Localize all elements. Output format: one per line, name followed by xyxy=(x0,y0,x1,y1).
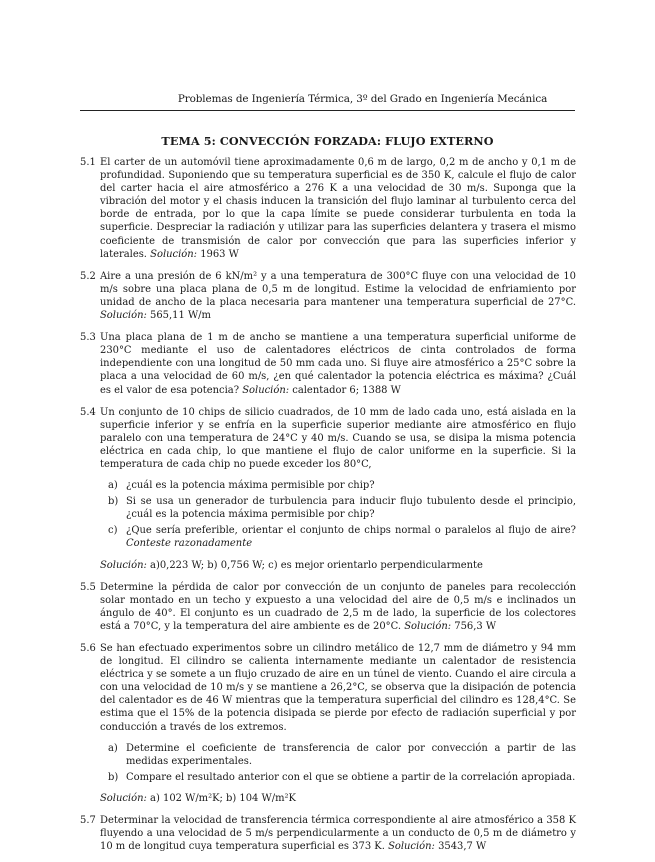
problem-5-7 xyxy=(80,814,576,853)
sub-question xyxy=(108,479,576,492)
sub-question-note: Conteste razonadamente xyxy=(126,538,253,550)
problem-body xyxy=(100,156,576,261)
solution-label: Solución: xyxy=(100,310,147,322)
solution-label: Solución: xyxy=(100,792,147,804)
problem-5-6 xyxy=(80,642,576,805)
sub-question-label: c) xyxy=(108,525,118,537)
problem-5-4 xyxy=(80,406,576,572)
solution-label: Solución: xyxy=(100,559,147,571)
problem-5-3 xyxy=(80,331,576,396)
problem-5-2 xyxy=(80,270,576,322)
page-title: TEMA 5: CONVECCIÓN FORZADA: FLUJO EXTERNO xyxy=(161,134,494,148)
problem-text: Determine la pérdida de calor por convección de un conjunto de paneles para recolección solar montado en un techo y expuesto a una velocidad del aire de 0,5 m/s e inclinados un ángulo de 40°. El conjunto es un cuadrado de 2,5 m de lado, la superficie de los colectores está a 70°C, y la temperatura del aire ambiente es de 20°C. xyxy=(100,581,576,632)
problem-body xyxy=(100,642,576,805)
problem-number: 5.5 xyxy=(80,581,96,593)
sub-question-label: b) xyxy=(108,496,119,508)
sub-question-list xyxy=(100,742,576,784)
solution-value: a) 102 W/m²K; b) 104 W/m²K xyxy=(150,792,296,804)
problem-number: 5.3 xyxy=(80,332,96,344)
solution-value: a)0,223 W; b) 0,756 W; c) es mejor orientarlo perpendicularmente xyxy=(150,559,483,571)
sub-question-text: ¿cuál es la potencia máxima permisible por chip? xyxy=(126,480,375,492)
solution-value: calentador 6; 1388 W xyxy=(292,384,401,396)
sub-question xyxy=(108,742,576,768)
problem-text: Aire a una presión de 6 kN/m² y a una temperatura de 300°C fluye con una velocidad de 10 m/s sobre una placa plana de 0,5 m de longitud. Estime la velocidad de enfriamiento por unidad de ancho de la placa necesaria para mantener una temperatura superficial de 27°C. xyxy=(100,270,576,308)
problem-body xyxy=(100,331,576,396)
header-rule xyxy=(80,110,575,111)
sub-question-label: a) xyxy=(108,742,118,754)
sub-question-label: b) xyxy=(108,771,119,783)
problem-5-5 xyxy=(80,581,576,633)
sub-question xyxy=(108,771,576,784)
problem-number: 5.4 xyxy=(80,406,96,418)
problem-number: 5.1 xyxy=(80,157,96,168)
sub-question xyxy=(108,495,576,521)
problem-body xyxy=(100,581,576,633)
sub-question-text: Si se usa un generador de turbulencia para inducir flujo tubulento desde el principio, ¿cuál es la potencia máxima permisible por chip? xyxy=(126,496,576,521)
solution-label: Solución: xyxy=(242,384,290,396)
problem-number: 5.6 xyxy=(80,643,96,654)
solution-value: 756,3 W xyxy=(454,620,497,632)
problem-body xyxy=(100,406,576,572)
problem-text: Un conjunto de 10 chips de silicio cuadrados, de 10 mm de lado cada uno, está aislada en la superficie inferior y se enfría en la superficie superior mediante aire atmosférico en flujo paralelo con una temperatura de 24°C y 40 m/s. Cuando se usa, se disipa la misma potencia eléctrica en cada chip, lo que mantiene el flujo de calor uniforme en la superficie. Si la temperatura de cada chip no puede exceder los 80°C, xyxy=(100,406,576,470)
solution-line xyxy=(100,559,576,572)
problem-text: El carter de un automóvil tiene aproximadamente 0,6 m de largo, 0,2 m de ancho y 0,1 m de profundidad. Suponiendo que su temperatura superficial es de 350 K, calcule el flujo de calor del carter hacia el aire atmosférico a 276 K a una velocidad de 30 m/s. Suponga que la vibración del motor y el chasis inducen la transición del flujo laminar al turbulento cerca del borde de entrada, por lo que la capa límite se puede considerar turbulenta en toda la superficie. Despreciar la radiación y utilizar para las superficies delantera y trasera el mismo coeficiente de transmisión de calor por convección que para las superficies inferior y laterales. xyxy=(100,157,576,260)
sub-question-text: Determine el coeficiente de transferencia de calor por convección a partir de las medidas experimentales. xyxy=(126,742,576,767)
problem-body xyxy=(100,814,576,853)
problem-text: Una placa plana de 1 m de ancho se mantiene a una temperatura superficial uniforme de 230°C mediante el uso de calentadores eléctricos de cinta controlados de forma independiente con una longitud de 50 mm cada uno. Si fluye aire atmosférico a 25°C sobre la placa a una velocidad de 60 m/s, ¿en qué calentador la potencia eléctrica es máxima? ¿Cuál es el valor de esa potencia? xyxy=(100,332,576,396)
sub-question-label: a) xyxy=(108,480,118,492)
sub-question xyxy=(108,524,576,550)
solution-value: 1963 W xyxy=(200,248,239,260)
solution-label: Solución: xyxy=(150,248,198,260)
solution-value: 3543,7 W xyxy=(438,841,487,853)
sub-question-text: ¿Que sería preferible, orientar el conjunto de chips normal o paralelos al flujo de aire? Conteste razonadamente xyxy=(126,525,576,550)
problem-list xyxy=(80,156,576,862)
page-header: Problemas de Ingeniería Térmica, 3º del Grado en Ingeniería Mecánica xyxy=(177,93,548,105)
sub-question-text: Compare el resultado anterior con el que se obtiene a partir de la correlación apropiada. xyxy=(126,771,576,783)
solution-line xyxy=(100,792,576,805)
problem-text: Determinar la velocidad de transferencia térmica correspondiente al aire atmosférico a 358 K fluyendo a una velocidad de 5 m/s perpendicularmente a un conducto de 0,5 m de diámetro y 10 m de longitud cuya temperatura superficial es 373 K. xyxy=(100,815,576,853)
problem-body xyxy=(100,270,576,322)
sub-question-list xyxy=(100,479,576,550)
solution-label: Solución: xyxy=(404,620,452,632)
problem-number: 5.7 xyxy=(80,815,96,827)
solution-label: Solución: xyxy=(388,841,435,853)
problem-text: Se han efectuado experimentos sobre un cilindro metálico de 12,7 mm de diámetro y 94 mm de longitud. El cilindro se calienta internamente mediante un calentador de resistencia eléctrica y se somete a un flujo cruzado de aire en un túnel de viento. Cuando el aire circula a con una velocidad de 10 m/s y se mantiene a 26,2°C, se observa que la disipación de potencia del calentador es de 46 W mientras que la temperatura superficial del cilindro es 128,4°C. Se estima que el 15% de la potencia disipada se pierde por efecto de radiación superficial y por conducción a través de los extremos. xyxy=(100,643,576,733)
solution-value: 565,11 W/m xyxy=(150,310,211,322)
problem-number: 5.2 xyxy=(80,270,96,282)
problem-5-1 xyxy=(80,156,576,261)
